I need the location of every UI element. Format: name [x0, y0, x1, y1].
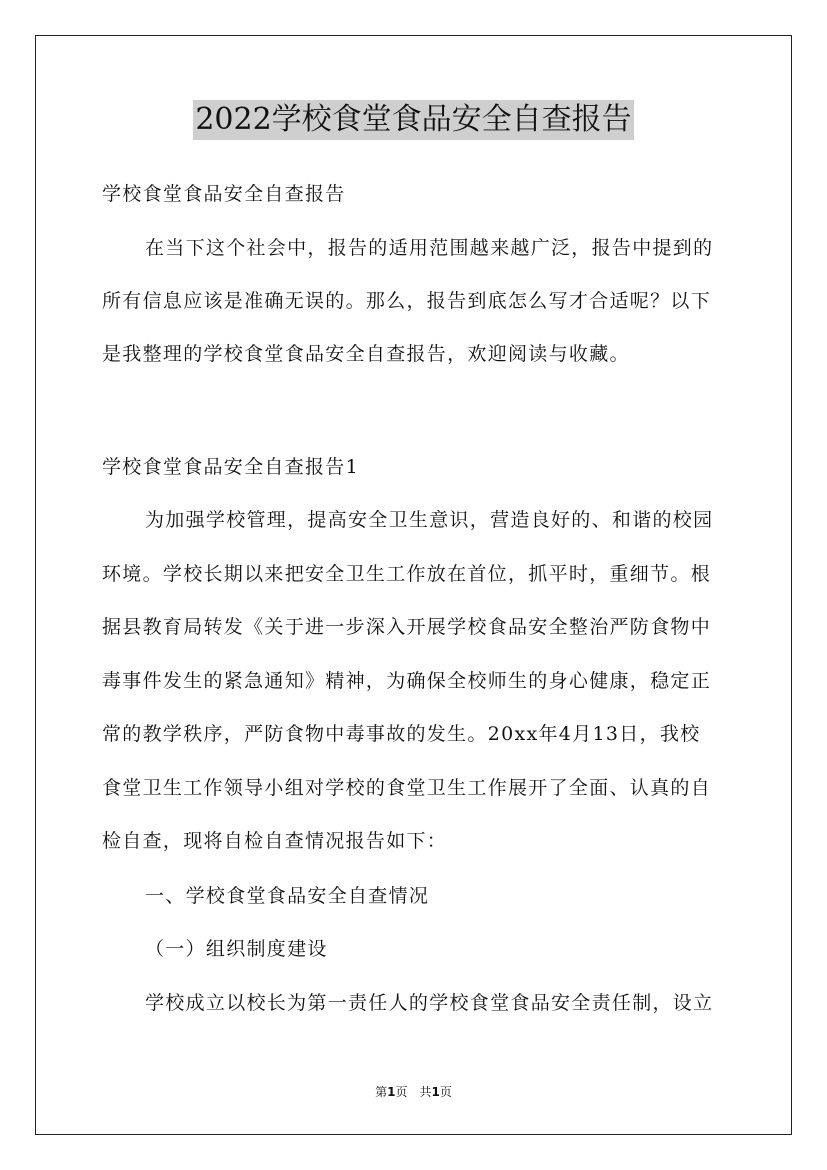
title-wrap	[0, 100, 827, 140]
heading-level-2: （一）组织制度建设	[145, 938, 328, 960]
body-line-7: 检自查，现将自检自查情况报告如下：	[102, 830, 448, 852]
footer-mid: 页 共	[395, 1085, 432, 1099]
body-line-2: 环境。学校长期以来把安全卫生工作放在首位，抓平时，重细节。根	[102, 563, 712, 585]
footer-prefix: 第	[375, 1085, 388, 1099]
body-line-6: 食堂卫生工作领导小组对学校的食堂卫生工作展开了全面、认真的自	[102, 777, 712, 799]
footer-page-num: 1	[387, 1085, 396, 1099]
section-heading: 学校食堂食品安全自查报告1	[102, 456, 359, 478]
body-last-line: 学校成立以校长为第一责任人的学校食堂食品安全责任制，设立	[145, 992, 714, 1014]
body-line-1: 为加强学校管理，提高安全卫生意识，营造良好的、和谐的校园	[145, 509, 714, 531]
body-line-3: 据县教育局转发《关于进一步深入开展学校食品安全整治严防食物中	[102, 616, 712, 638]
footer-page-total: 1	[431, 1085, 440, 1099]
body-line-5: 常的教学秩序，严防食物中毒事故的发生。20xx年4月13日，我校	[102, 723, 701, 745]
document-subtitle: 学校食堂食品安全自查报告	[102, 183, 346, 205]
document-title: 2022学校食堂食品安全自查报告	[193, 100, 633, 140]
page-footer	[0, 1083, 827, 1100]
heading-level-1: 一、学校食堂食品安全自查情况	[145, 885, 430, 907]
body-line-4: 毒事件发生的紧急通知》精神，为确保全校师生的身心健康，稳定正	[102, 670, 712, 692]
footer-suffix: 页	[439, 1085, 452, 1099]
intro-line-3: 是我整理的学校食堂食品安全自查报告，欢迎阅读与收藏。	[102, 343, 630, 365]
intro-line-2: 所有信息应该是准确无误的。那么，报告到底怎么写才合适呢？以下	[102, 290, 712, 312]
intro-line-1: 在当下这个社会中，报告的适用范围越来越广泛，报告中提到的	[145, 237, 714, 259]
